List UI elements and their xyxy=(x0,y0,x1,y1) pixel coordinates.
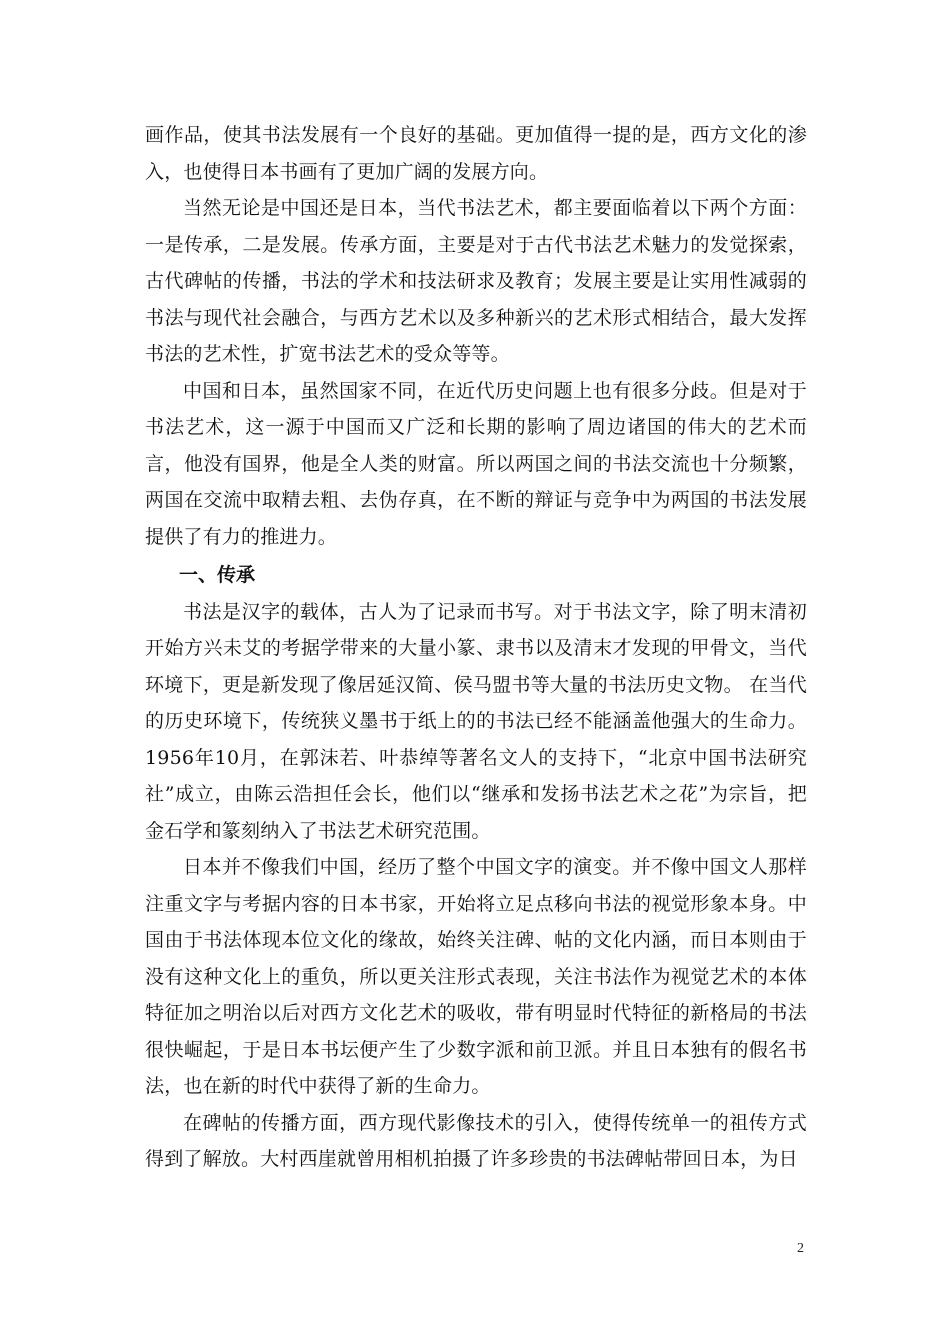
page-body xyxy=(145,117,807,1178)
paragraph-continued: 画作品，使其书法发展有一个良好的基础。更加值得一提的是，西方文化的渗入，也使得日本书画有了更加广阔的发展方向。 xyxy=(145,124,807,183)
paragraph-challenges: 当然无论是中国还是日本，当代书法艺术，都主要面临着以下两个方面：一是传承，二是发展。传承方面，主要是对于古代书法艺术魅力的发觉探索，古代碑帖的传播，书法的学术和技法研求及教育；发展主要是让实用性减弱的书法与现代社会融合，与西方艺术以及多种新兴的艺术形式相结合，最大发挥书法的艺术性，扩宽书法艺术的受众等等。 xyxy=(145,197,807,365)
paragraph-inheritance-japan: 日本并不像我们中国，经历了整个中国文字的演变。并不像中国文人那样注重文字与考据内容的日本书家，开始将立足点移向书法的视觉形象本身。中国由于书法体现本位文化的缘故，始终关注碑、帖的文化内涵，而日本则由于没有这种文化上的重负，所以更关注形式表现，关注书法作为视觉艺术的本体特征加之明治以后对西方文化艺术的吸收，带有明显时代特征的新格局的书法很快崛起，于是日本书坛便产生了少数字派和前卫派。并且日本独有的假名书法，也在新的时代中获得了新的生命力。 xyxy=(145,856,807,1097)
page-number: 2 xyxy=(797,1241,804,1256)
paragraph-stele-spread: 在碑帖的传播方面，西方现代影像技术的引入，使得传统单一的祖传方式得到了解放。大村西崖就曾用相机拍摄了许多珍贵的书法碑帖带回日本，为日 xyxy=(145,1111,807,1170)
section-heading: 一、传承 xyxy=(179,564,256,586)
paragraph-inheritance-china: 书法是汉字的载体，古人为了记录而书写。对于书法文字，除了明末清初开始方兴未艾的考据学带来的大量小篆、隶书以及清末才发现的甲骨文，当代环境下，更是新发现了像居延汉简、侯马盟书等大量的书法历史文物。 在当代的历史环境下，传统狭义墨书于纸上的的书法已经不能涵盖他强大的生命力。1956年10月，在郭沫若、叶恭绰等著名文人的支持下，“北京中国书法研究社”成立，由陈云浩担任会长，他们以“继承和发扬书法艺术之花”为宗旨，把金石学和篆刻纳入了书法艺术研究范围。 xyxy=(145,600,807,842)
paragraph-exchange: 中国和日本，虽然国家不同，在近代历史问题上也有很多分歧。但是对于书法艺术，这一源于中国而又广泛和长期的影响了周边诸国的伟大的艺术而言，他没有国界，他是全人类的财富。所以两国之间的书法交流也十分频繁，两国在交流中取精去粗、去伪存真，在不断的辩证与竞争中为两国的书法发展提供了有力的推进力。 xyxy=(145,379,807,548)
